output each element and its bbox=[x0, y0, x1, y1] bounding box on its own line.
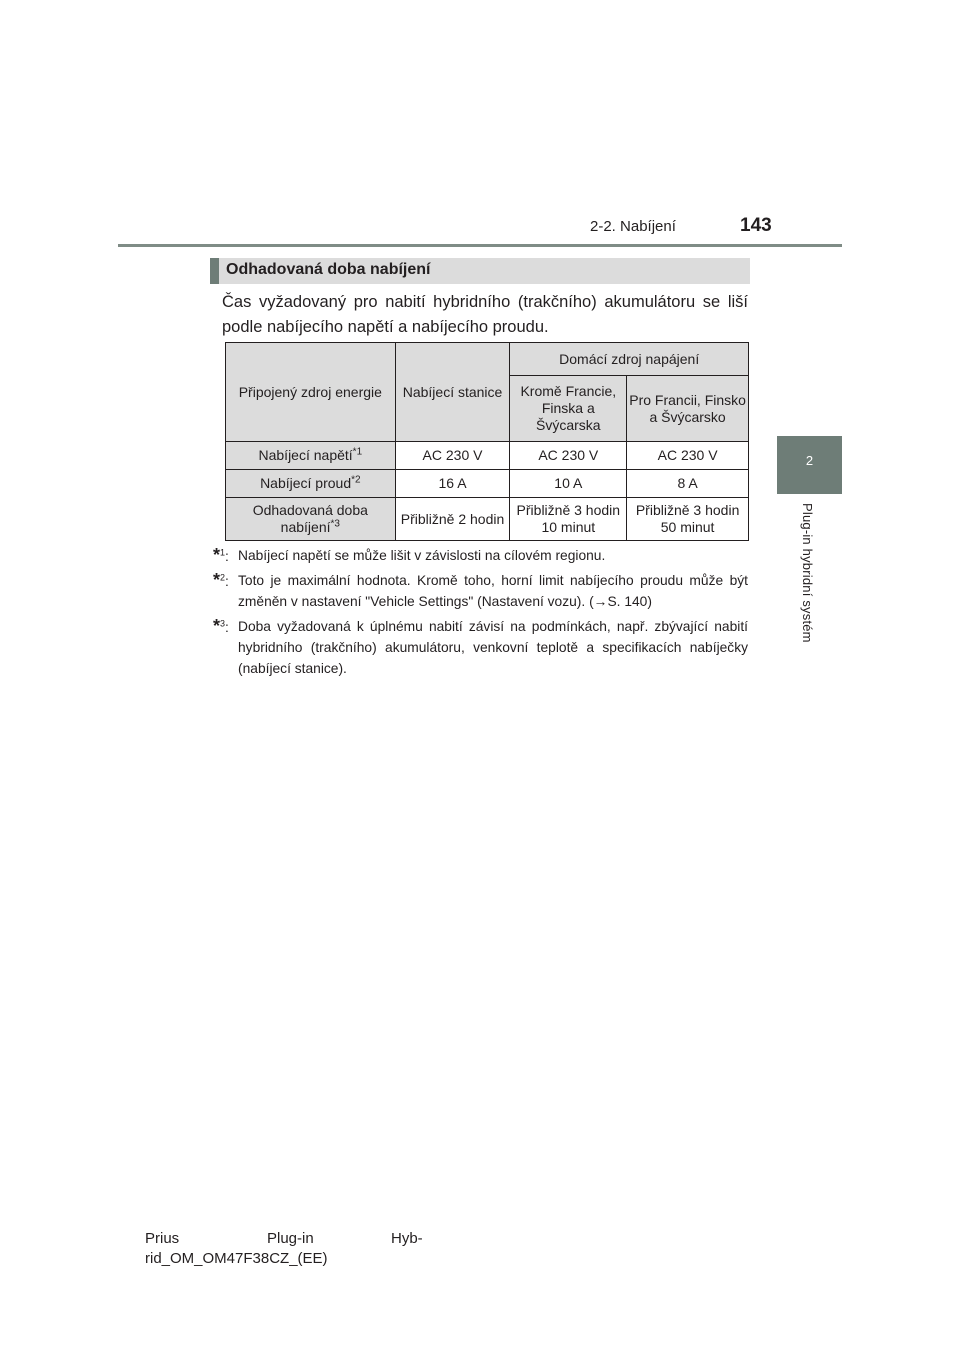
table-row bbox=[226, 442, 749, 470]
table-row bbox=[226, 498, 749, 541]
table-cell: 8 A bbox=[627, 470, 749, 498]
footer-text: Prius bbox=[145, 1230, 180, 1247]
chapter-tab[interactable] bbox=[777, 436, 842, 494]
page-number: 143 bbox=[740, 215, 772, 236]
row-label: Nabíjecí proud bbox=[260, 475, 352, 491]
row-label: Odhadovaná doba nabíjení bbox=[252, 502, 368, 535]
header-cell: Připojený zdroj energie bbox=[226, 343, 396, 442]
header-cell: Nabíjecí stanice bbox=[395, 343, 510, 442]
section-title-bar bbox=[210, 258, 750, 284]
intro-paragraph: Čas vyžadovaný pro nabití hybridního (trakčního) akumulátoru se liší podle nabíjecího napětí a nabíjecího proudu. bbox=[222, 293, 748, 336]
footnote-ref: *1 bbox=[352, 446, 363, 458]
table-cell: 16 A bbox=[395, 470, 510, 498]
chapter-tab-label: Plug-in hybridní systém bbox=[800, 503, 815, 643]
footer-text: rid_OM_OM47F38CZ_(EE) bbox=[145, 1250, 328, 1267]
footnote-1 bbox=[213, 545, 748, 566]
table-cell: AC 230 V bbox=[510, 442, 627, 470]
header-cell: Domácí zdroj napájení bbox=[510, 343, 749, 376]
header-cell: Kromě Francie, Finska a Švýcarska bbox=[510, 376, 627, 442]
document-footer bbox=[145, 1229, 435, 1269]
footer-text: Plug-in bbox=[267, 1230, 314, 1247]
footnote-marker: *$^1$: bbox=[213, 545, 229, 565]
table-cell: Přibližně 3 hodin 50 minut bbox=[627, 498, 749, 541]
footnote-ref: *3 bbox=[330, 518, 340, 530]
running-header-section: 2-2. Nabíjení bbox=[590, 218, 676, 235]
row-label-cell bbox=[226, 442, 396, 470]
footnote-2 bbox=[213, 570, 748, 612]
charging-time-table bbox=[225, 342, 749, 541]
table-cell: AC 230 V bbox=[627, 442, 749, 470]
footnote-text: Doba vyžadovaná k úplnému nabití závisí na podmínkách, např. zbývající nabití hybridního (trakčního) akumulátoru, venkovní teplotě a specifikacích nabíječky (nabíjecí stanice). bbox=[238, 619, 748, 676]
footnote-3 bbox=[213, 616, 748, 679]
footnote-marker: *$^2$: bbox=[213, 570, 229, 590]
footnote-text: Toto je maximální hodnota. Kromě toho, horní limit nabíjecího proudu může být změněn v nastavení "Vehicle Settings" (Nastavení vozu). (→S. 140) bbox=[238, 573, 748, 609]
footnote-ref: *2 bbox=[351, 474, 361, 486]
table-cell: Přibližně 2 hodin bbox=[395, 498, 510, 541]
header-cell: Pro Francii, Finsko a Švýcarsko bbox=[627, 376, 749, 442]
header-divider bbox=[118, 244, 842, 247]
footnote-text: Nabíjecí napětí se může lišit v závislosti na cílovém regionu. bbox=[238, 548, 606, 563]
section-title: Odhadovaná doba nabíjení bbox=[226, 261, 431, 278]
footnote-marker: *$^3$: bbox=[213, 616, 229, 636]
table-cell: 10 A bbox=[510, 470, 627, 498]
row-label: Nabíjecí napětí bbox=[258, 447, 353, 463]
row-label-cell bbox=[226, 470, 396, 498]
table-cell: Přibližně 3 hodin 10 minut bbox=[510, 498, 627, 541]
row-label-cell bbox=[226, 498, 396, 541]
table-cell: AC 230 V bbox=[395, 442, 510, 470]
table-row bbox=[226, 470, 749, 498]
footer-text: Hyb- bbox=[391, 1230, 423, 1247]
table-header-row bbox=[226, 343, 749, 376]
chapter-tab-number: 2 bbox=[805, 453, 814, 468]
